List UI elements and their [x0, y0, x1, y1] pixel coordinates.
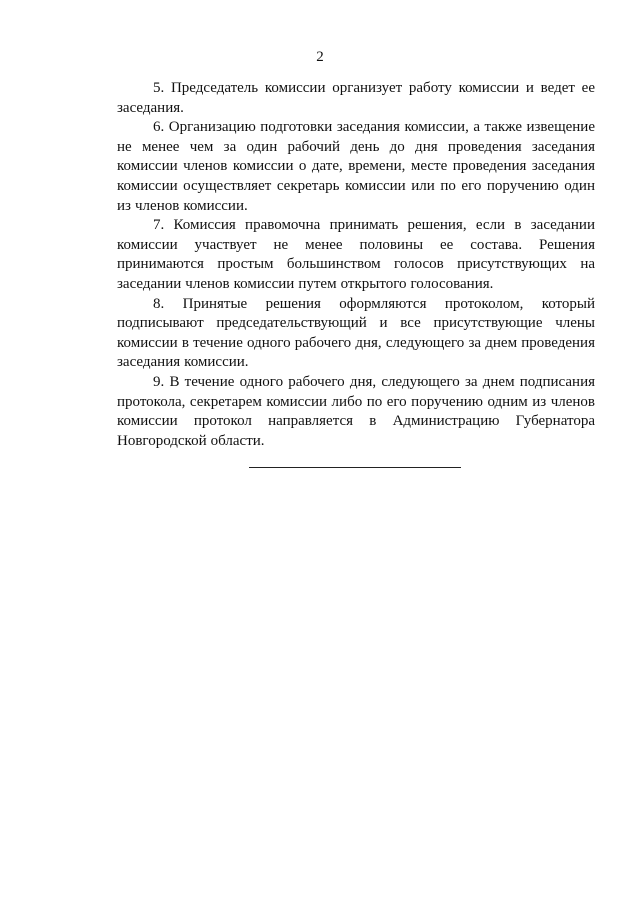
paragraph-item-7: 7. Комиссия правомочна принимать решения, если в заседании комиссии участвует не менее половины ее состава. Решения принимаются простым большинством голосов присутствующих на заседании членов комиссии путем открытого голосования.: [117, 217, 595, 292]
paragraph-item-5: 5. Председатель комиссии организует работу комиссии и ведет ее заседания.: [117, 80, 595, 116]
paragraph-item-8: 8. Принятые решения оформляются протоколом, который подписывают председательствующий и все присутствующие члены комиссии в течение одного рабочего дня, следующего за днем проведения заседания комиссии.: [117, 295, 595, 371]
paragraph-item-6: 6. Организацию подготовки заседания комиссии, а также извещение не менее чем за один рабочий день до дня проведения заседания комиссии членов комиссии о дате, времени, месте проведения заседания комиссии осуществляет секретарь комиссии или по его поручению один из членов комиссии.: [117, 119, 595, 214]
paragraph-item-9: 9. В течение одного рабочего дня, следующего за днем подписания протокола, секретарем комиссии либо по его поручению одним из членов комиссии протокол направляется в Администрацию Губернатора Новгородской области.: [117, 373, 595, 449]
end-divider: [249, 467, 461, 468]
document-body: [117, 79, 595, 468]
page-number: 2: [316, 49, 324, 65]
